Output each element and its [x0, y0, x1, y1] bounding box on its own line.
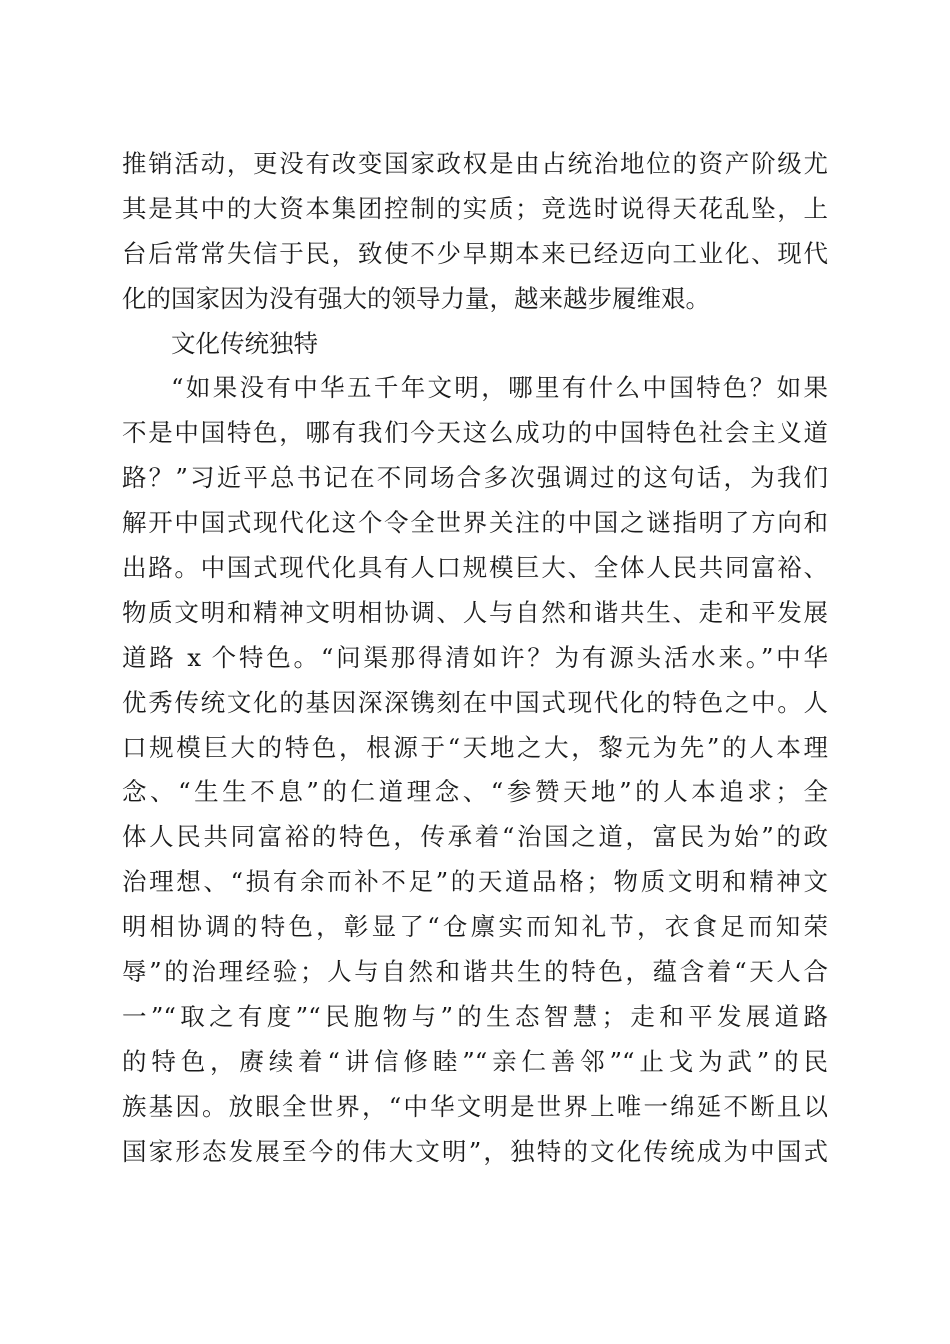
text-line: 其是其中的大资本集团控制的实质；竞选时说得天花乱坠，上 [122, 193, 828, 223]
text-line: 的特色，赓续着“讲信修睦”“亲仁善邻”“止戈为武”的民 [122, 1046, 828, 1076]
text-line: “如果没有中华五千年文明，哪里有什么中国特色？如果 [171, 373, 828, 403]
text-line: 口规模巨大的特色，根源于“天地之大，黎元为先”的人本理 [122, 732, 828, 762]
text-line: 治理想、“损有余而补不足”的天道品格；物质文明和精神文 [122, 867, 828, 897]
text-line: 化的国家因为没有强大的领导力量，越来越步履维艰。 [122, 283, 710, 313]
text-line: 台后常常失信于民，致使不少早期本来已经迈向工业化、现代 [122, 238, 828, 268]
text-line: 念、“生生不息”的仁道理念、“参赞天地”的人本追求；全 [122, 777, 828, 807]
text-line: 体人民共同富裕的特色，传承着“治国之道，富民为始”的政 [122, 822, 828, 852]
text-line: 辱”的治理经验；人与自然和谐共生的特色，蕴含着“天人合 [122, 957, 828, 987]
text-line: 道路 x 个特色。“问渠那得清如许？为有源头活水来。”中华 [122, 642, 828, 672]
text-line: 路？”习近平总书记在不同场合多次强调过的这句话，为我们 [122, 463, 828, 493]
paragraph-continuation [122, 142, 828, 322]
text-line: 一”“取之有度”“民胞物与”的生态智慧；走和平发展道路 [122, 1001, 828, 1031]
text-line: 出路。中国式现代化具有人口规模巨大、全体人民共同富裕、 [122, 553, 828, 583]
text-line: 明相协调的特色，彰显了“仓廪实而知礼节，衣食足而知荣 [122, 912, 828, 942]
text-line: 推销活动，更没有改变国家政权是由占统治地位的资产阶级尤 [122, 149, 828, 178]
text-line: 优秀传统文化的基因深深镌刻在中国式现代化的特色之中。人 [122, 687, 828, 717]
paragraph-culture [122, 366, 828, 1174]
document-body [122, 142, 828, 1174]
text-line: 国家形态发展至今的伟大文明”，独特的文化传统成为中国式 [122, 1136, 828, 1166]
text-line: 不是中国特色，哪有我们今天这么成功的中国特色社会主义道 [122, 418, 828, 448]
section-heading: 文化传统独特 [171, 328, 318, 358]
text-line: 解开中国式现代化这个令全世界关注的中国之谜指明了方向和 [122, 508, 828, 538]
text-line: 族基因。放眼全世界，“中华文明是世界上唯一绵延不断且以 [122, 1091, 828, 1121]
text-line: 物质文明和精神文明相协调、人与自然和谐共生、走和平发展 [122, 597, 828, 627]
